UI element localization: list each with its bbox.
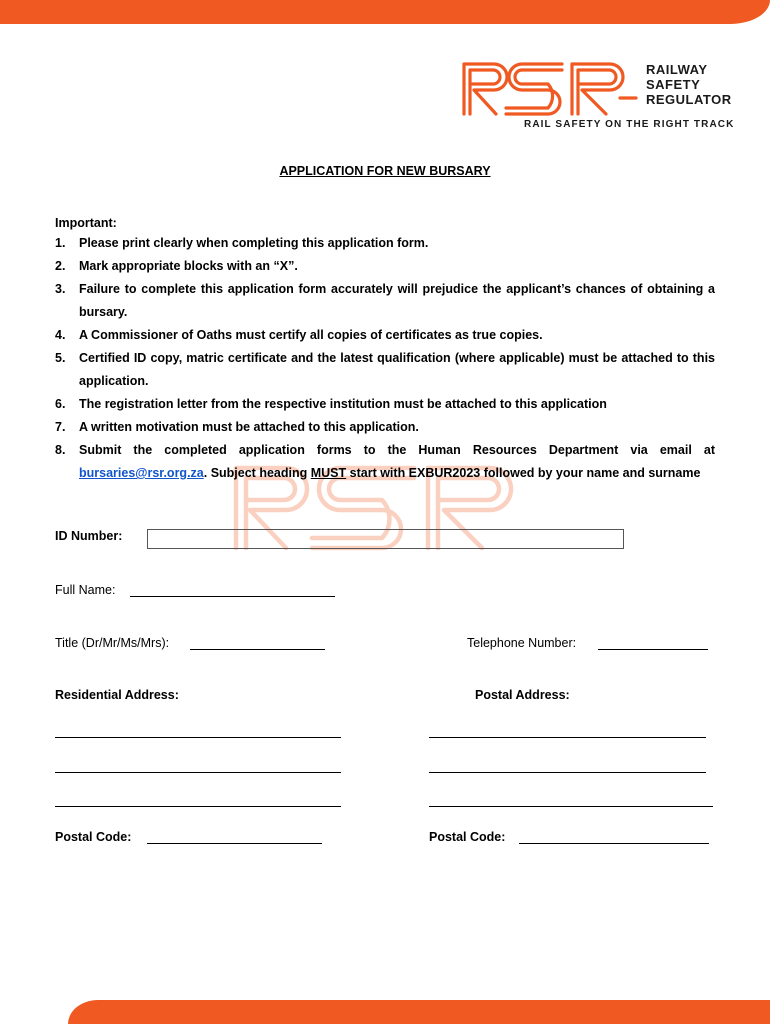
instruction-text: Submit the completed application forms to the Human Resources Department via email at xyxy=(79,443,715,457)
id-number-label: ID Number: xyxy=(55,529,123,543)
organisation-name xyxy=(646,62,732,107)
org-name-line-2: SAFETY xyxy=(646,77,701,92)
instruction-text: Failure to complete this application form accurately will prejudice the applicant’s chances of obtaining a bursary. xyxy=(79,282,715,319)
instruction-text: The registration letter from the respective institution must be attached to this application xyxy=(79,397,607,411)
top-orange-band xyxy=(0,0,770,24)
org-name-line-3: REGULATOR xyxy=(646,92,732,107)
instruction-item xyxy=(55,416,715,439)
residential-address-line-2[interactable] xyxy=(55,772,341,773)
instruction-number: 7. xyxy=(55,420,66,434)
document-title: APPLICATION FOR NEW BURSARY xyxy=(279,164,491,178)
instruction-number: 4. xyxy=(55,328,66,342)
must-emphasis: MUST xyxy=(310,466,347,480)
rsr-logo-mark xyxy=(460,58,640,118)
instruction-item xyxy=(55,347,715,393)
email-link[interactable]: bursaries@rsr.org.za xyxy=(79,466,204,480)
instruction-text: start with EXBUR2023 followed by your name and surname xyxy=(349,466,701,480)
instruction-item xyxy=(55,255,715,278)
postal-code-label: Postal Code: xyxy=(429,830,506,844)
bottom-orange-band xyxy=(68,1000,770,1024)
postal-postal-code-line[interactable] xyxy=(519,843,709,844)
instruction-number: 3. xyxy=(55,282,66,296)
important-label: Important: xyxy=(55,216,117,230)
instruction-number: 1. xyxy=(55,236,66,250)
instruction-text: Mark appropriate blocks with an “X”. xyxy=(79,259,298,273)
instructions-list xyxy=(55,232,715,485)
instruction-text: Certified ID copy, matric certificate and the latest qualification (where applicable) must be attached to this application. xyxy=(79,351,715,388)
residential-postal-code-label: Postal Code: xyxy=(55,830,132,844)
full-name-line[interactable] xyxy=(130,596,335,597)
telephone-label: Telephone Number: xyxy=(467,636,577,650)
logo-tagline: RAIL SAFETY ON THE RIGHT TRACK xyxy=(524,119,735,130)
residential-address-label: Residential Address: xyxy=(55,688,179,702)
residential-postal-code-line[interactable] xyxy=(147,843,322,844)
instruction-text: . Subject heading xyxy=(203,466,308,480)
full-name-label: Full Name: xyxy=(55,583,116,597)
title-line[interactable] xyxy=(190,649,325,650)
rsr-logo xyxy=(460,58,760,138)
residential-address-line-1[interactable] xyxy=(55,737,341,738)
postal-address-line-2[interactable] xyxy=(429,772,706,773)
instruction-item xyxy=(55,439,715,485)
id-number-input[interactable] xyxy=(147,529,624,549)
instruction-number: 6. xyxy=(55,397,66,411)
instruction-text: Please print clearly when completing this application form. xyxy=(79,236,429,250)
instruction-number: 2. xyxy=(55,259,66,273)
instruction-number: 5. xyxy=(55,351,66,365)
instruction-item xyxy=(55,278,715,324)
instruction-item xyxy=(55,324,715,347)
org-name-line-1: RAILWAY xyxy=(646,62,708,77)
instruction-item xyxy=(55,232,715,255)
postal-address-label: Postal Address: xyxy=(475,688,570,702)
residential-address-line-3[interactable] xyxy=(55,806,341,807)
telephone-line[interactable] xyxy=(598,649,708,650)
instruction-text: A written motivation must be attached to this application. xyxy=(79,420,419,434)
instruction-text: A Commissioner of Oaths must certify all copies of certificates as true copies. xyxy=(79,328,543,342)
postal-address-line-3[interactable] xyxy=(429,806,713,807)
postal-address-line-1[interactable] xyxy=(429,737,706,738)
title-label: Title (Dr/Mr/Ms/Mrs): xyxy=(55,636,170,650)
instruction-number: 8. xyxy=(55,443,66,457)
instruction-item xyxy=(55,393,715,416)
